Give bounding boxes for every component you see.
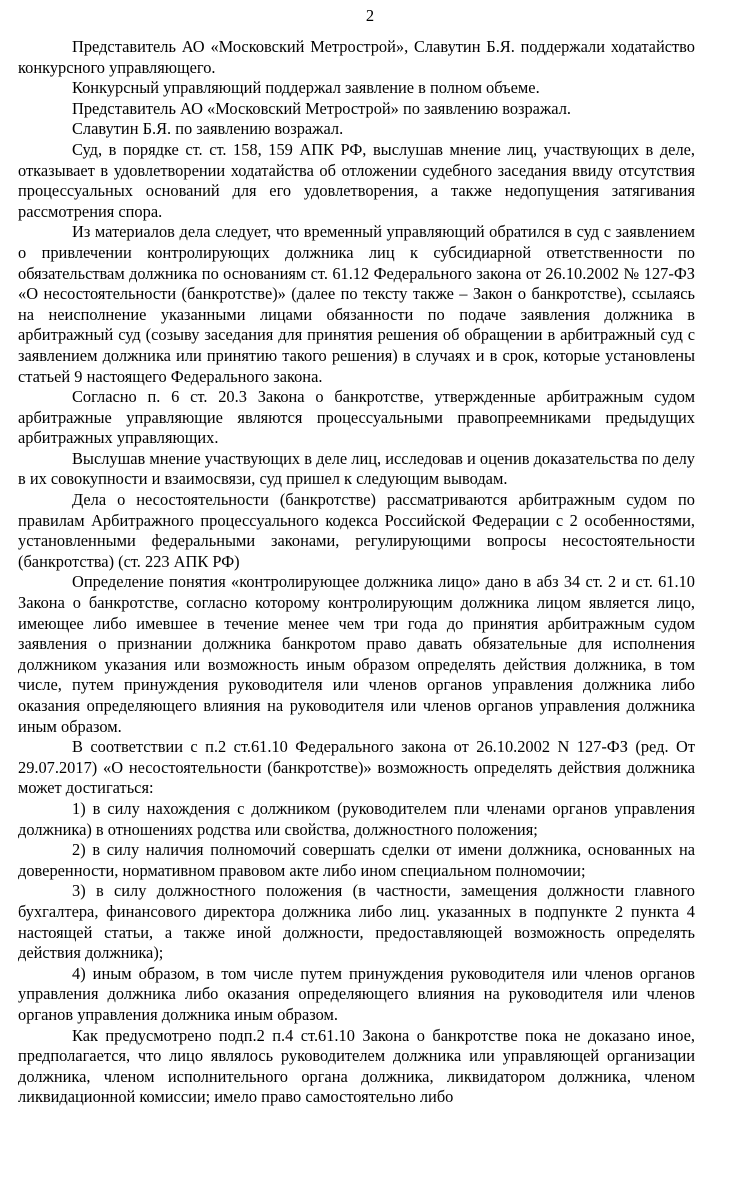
list-item: 4) иным образом, в том числе путем принуждения руководителя или членов органов управления должника либо оказания определяющего влияния на руководителя или членов органов управления должника иным образом. xyxy=(18,963,695,1024)
paragraph: Согласно п. 6 ст. 20.3 Закона о банкротстве, утвержденные арбитражным судом арбитражные управляющие являются процессуальными правопреемниками предыдущих арбитражных управляющих. xyxy=(18,387,695,448)
list-item: 1) в силу нахождения с должником (руководителем пли членами органов управления должника) в отношениях родства или свойства, должностного положения; xyxy=(18,798,695,839)
paragraph: Из материалов дела следует, что временный управляющий обратился в суд с заявлением о привлечении контролирующих должника лиц к субсидиарной ответственности по обязательствам должника по основаниям ст. 61.12 Федерального закона от 26.10.2002 № 127-ФЗ «О несостоятельности (банкротстве)» (далее по тексту также – Закон о банкротстве), ссылаясь на неисполнение указанными лицами обязанности по подаче заявления должника в арбитражный суд (созыву заседания для принятия решения об обращении в арбитражный суд с заявлением должника или принятию такого решения) в случаях и в срок, которые установлены статьей 9 настоящего Федерального закона. xyxy=(18,222,695,386)
paragraph: Представитель АО «Московский Метрострой», Славутин Б.Я. поддержали ходатайство конкурсного управляющего. xyxy=(18,37,695,77)
paragraph: Конкурсный управляющий поддержал заявление в полном объеме. xyxy=(72,78,540,98)
paragraph: Определение понятия «контролирующее должника лицо» дано в абз 34 ст. 2 и ст. 61.10 Закона о банкротстве, согласно которому контролирующим должника лицом является лицо, имеющее либо имевшее в течение менее чем три года до принятия арбитражным судом заявления о признании должника банкротом право давать обязательные для исполнения должником указания или возможность иным образом определять действия должника, в том числе, путем принуждения руководителя или членов органов управления должника либо оказания определяющего влияния на руководителя или членов органов управления должника иным образом. xyxy=(18,572,695,736)
paragraph: Славутин Б.Я. по заявлению возражал. xyxy=(72,119,344,139)
paragraph: Выслушав мнение участвующих в деле лиц, исследовав и оценив доказательства по делу в их совокупности и взаимосвязи, суд пришел к следующим выводам. xyxy=(18,448,695,489)
paragraph: Как предусмотрено подп.2 п.4 ст.61.10 Закона о банкротстве пока не доказано иное, предполагается, что лицо являлось руководителем должника или управляющей организации должника, членом исполнительного органа должника, ликвидатором должника, членом ликвидационной комиссии; имело право самостоятельно либо xyxy=(18,1025,695,1107)
paragraph: В соответствии с п.2 ст.61.10 Федерального закона от 26.10.2002 N 127-ФЗ (ред. От 29.07.2017) «О несостоятельности (банкротстве)» возможность определять действия должника может достигаться: xyxy=(18,737,695,798)
list-item: 2) в силу наличия полномочий совершать сделки от имени должника, основанных на доверенности, нормативном правовом акте либо ином специальном полномочии; xyxy=(18,840,695,880)
paragraph: Суд, в порядке ст. ст. 158, 159 АПК РФ, выслушав мнение лиц, участвующих в деле, отказывает в удовлетворении ходатайства об отложении судебного заседания ввиду отсутствия процессуальных оснований для его удовлетворения, а также недопущения затягивания рассмотрения спора. xyxy=(18,139,695,221)
document-body xyxy=(18,37,695,1108)
list-item: 3) в силу должностного положения (в частности, замещения должности главного бухгалтера, финансового директора должника либо лиц. указанных в подпункте 2 пункта 4 настоящей статьи, а также иной должности, предоставляющей возможность определять действия должника); xyxy=(18,881,695,963)
page-number: 2 xyxy=(365,6,375,25)
paragraph: Представитель АО «Московский Метрострой» по заявлению возражал. xyxy=(72,98,571,118)
paragraph: Дела о несостоятельности (банкротстве) рассматриваются арбитражным судом по правилам Арбитражного процессуального кодекса Российской Федерации с 2 особенностями, установленными федеральными законами, регулирующими вопросы несостоятельности (банкротства) (ст. 223 АПК РФ) xyxy=(18,490,695,571)
